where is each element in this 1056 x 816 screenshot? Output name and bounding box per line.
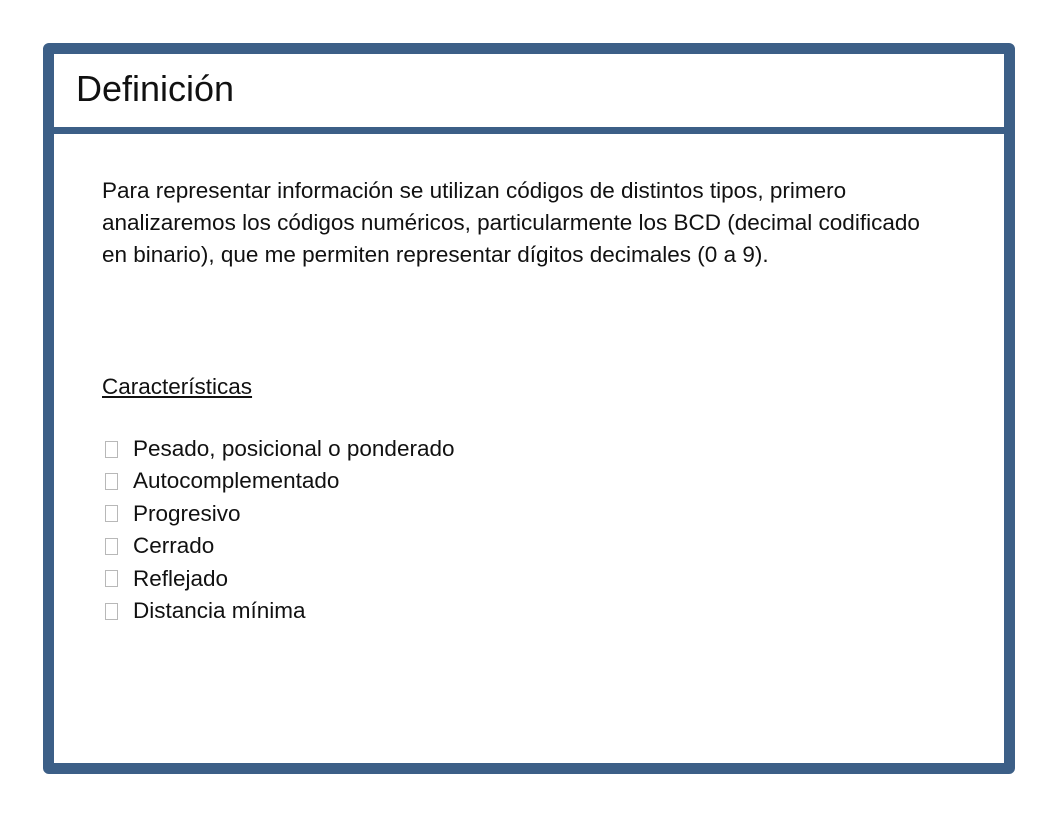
characteristics-list: [102, 433, 455, 627]
list-item: [102, 433, 455, 465]
list-item-label: Progresivo: [133, 500, 241, 526]
list-item-label: Cerrado: [133, 533, 215, 559]
slide-frame: [43, 43, 1015, 774]
bullet-icon: [105, 603, 118, 620]
list-item-label: Distancia mínima: [133, 597, 306, 623]
bullet-icon: [105, 570, 118, 587]
definition-paragraph: Para representar información se utilizan códigos de distintos tipos, primero analizaremos los códigos numéricos, particularmente los BCD (decimal codificado en binario), que me permiten representar dígitos decimales (0 a 9).: [102, 178, 920, 267]
list-item: [102, 563, 455, 595]
bullet-icon: [105, 505, 118, 522]
slide-title: Definición: [76, 68, 235, 109]
list-item: [102, 465, 455, 497]
bullet-icon: [105, 538, 118, 555]
bullet-icon: [105, 441, 118, 458]
list-item-label: Reflejado: [133, 565, 229, 591]
list-item: [102, 595, 455, 627]
list-item: [102, 530, 455, 562]
section-heading: Características: [102, 374, 253, 399]
list-item-label: Autocomplementado: [133, 468, 340, 494]
list-item-label: Pesado, posicional o ponderado: [133, 436, 455, 461]
list-item: [102, 498, 455, 530]
title-bar: [54, 54, 1004, 134]
slide-content: [102, 175, 932, 623]
bullet-icon: [105, 473, 118, 490]
